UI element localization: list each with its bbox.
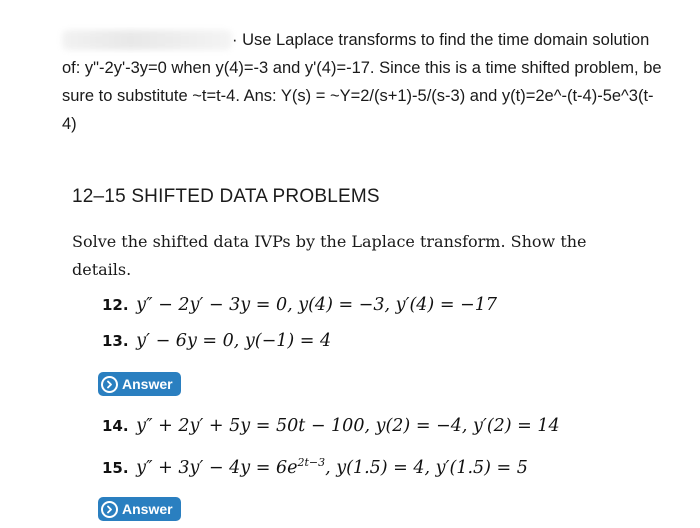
problem-equation: y″ − 2y′ − 3y = 0, y(4) = −3, y′(4) = −17 (136, 295, 497, 315)
problem-13 (102, 331, 331, 351)
answer-button-2[interactable] (98, 497, 181, 521)
chevron-right-icon (101, 501, 118, 518)
problem-equation (136, 458, 528, 478)
equation-part-2: , y(1.5) = 4, y′(1.5) = 5 (325, 457, 528, 478)
chevron-right-icon (101, 376, 118, 393)
answer-button-label: Answer (122, 501, 173, 517)
problem-15 (102, 456, 528, 478)
section-instructions: Solve the shifted data IVPs by the Laplace transform. Show the details. (72, 232, 587, 279)
section-title: 12–15 SHIFTED DATA PROBLEMS (72, 186, 380, 207)
problem-equation: y′ − 6y = 0, y(−1) = 4 (136, 331, 332, 351)
problem-number: 13. (102, 332, 129, 350)
problem-number: 15. (102, 458, 129, 477)
question-intro-text: · Use Laplace transforms to find the time domain solution of: y"-2y'-3y=0 when y(4)=-3 and y'(4)=-17. Since this is a time shifted problem, be sure to substitute ~t=t-4. Ans: Y(s) = ~Y=2/(s+1)-5/(s-3) and y(t)=2e^-(t-4)-5e^3(t-4) (62, 31, 662, 133)
problem-14 (102, 416, 560, 436)
equation-part-1: y″ + 3y′ − 4y = 6e (136, 457, 298, 478)
problem-12 (102, 295, 497, 315)
answer-button-label: Answer (122, 376, 173, 392)
problem-equation: y″ + 2y′ + 5y = 50t − 100, y(2) = −4, y′(2) = 14 (136, 416, 560, 436)
problem-number: 12. (102, 296, 129, 314)
equation-exponent: 2t−3 (297, 456, 326, 469)
answer-button-1[interactable] (98, 372, 181, 396)
problem-number: 14. (102, 417, 129, 435)
